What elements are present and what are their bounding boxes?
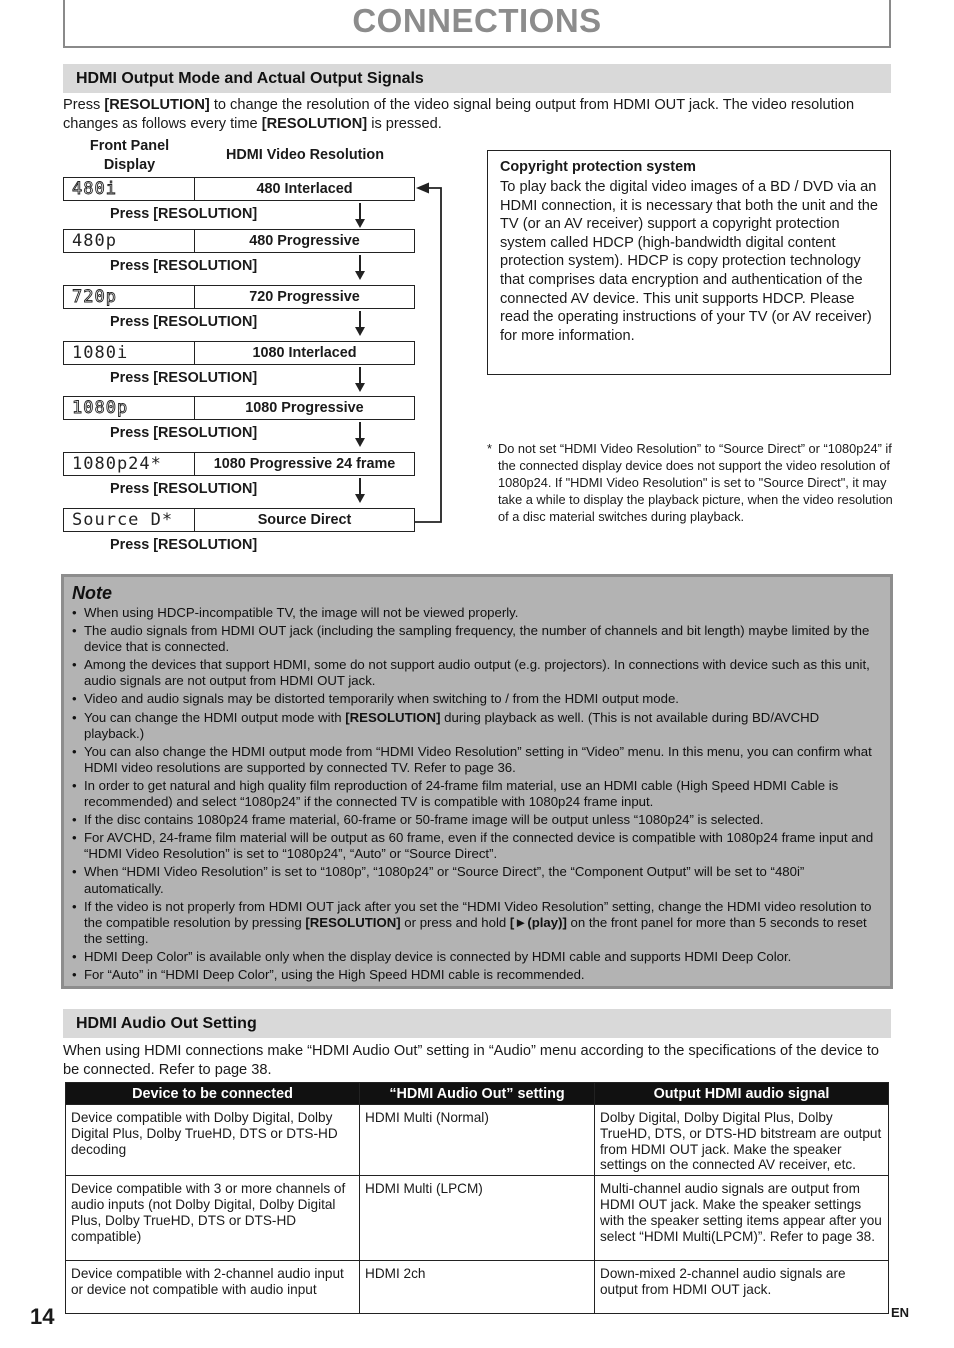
note-list (72, 605, 882, 983)
resolution-label: 1080 Progressive (245, 400, 364, 416)
note-text-run: For “Auto” in “HDMI Deep Color”, using the High Speed HDMI cable is recommended. (84, 966, 585, 982)
press-resolution-label: Press [RESOLUTION] (110, 481, 258, 497)
note-item (72, 864, 882, 896)
note-text-run: HDMI Deep Color” is available only when the display device is connected by HDMI cable and supports HDMI Deep Color. (84, 948, 792, 964)
note-item (72, 605, 882, 621)
down-arrow-icon (353, 478, 367, 504)
table-cell-setting: HDMI Multi (Normal) (360, 1105, 595, 1176)
note-item (72, 623, 882, 655)
note-item (72, 949, 882, 965)
note-item (72, 830, 882, 862)
resolution-row (63, 396, 415, 420)
table-row (66, 1261, 889, 1314)
note-item (72, 710, 882, 742)
table-cell-output: Down-mixed 2-channel audio signals are output from HDMI OUT jack. (595, 1261, 889, 1314)
copyright-title: Copyright protection system (500, 159, 696, 175)
intro-text-run: Press (63, 97, 105, 113)
page-number: 14 (30, 1304, 55, 1329)
note-text-run: [►(play)] (509, 914, 567, 930)
note-item (72, 778, 882, 810)
table-header-output: Output HDMI audio signal (595, 1083, 889, 1105)
section-heading-hdmi-output-mode: HDMI Output Mode and Actual Output Signals (63, 64, 891, 93)
section1-intro (63, 96, 893, 134)
note-text-run: during playback as well. (This is not available during BD/AVCHD playback.) (84, 709, 820, 741)
note-text-run: or press and hold (400, 914, 510, 930)
section2-intro: When using HDMI connections make “HDMI Audio Out” setting in “Audio” menu according to the specifications of the device to be connected. Refer to page 38. (63, 1043, 880, 1078)
table-row (66, 1105, 889, 1176)
front-panel-display: 1080p24* (64, 453, 195, 475)
front-panel-display: 720p (64, 286, 195, 308)
language-label: EN (891, 1305, 910, 1320)
footnote-marker: * (487, 441, 492, 456)
down-arrow-icon (353, 311, 367, 337)
resolution-row (63, 508, 415, 532)
note-text-run: The audio signals from HDMI OUT jack (including the sampling frequency, the number of channels and bit length) maybe limited by the device that is connected. (84, 623, 870, 655)
table-cell-device: Device compatible with Dolby Digital, Dolby Digital Plus, Dolby TrueHD, DTS or DTS-HD decoding (66, 1105, 360, 1176)
down-arrow-icon (353, 255, 367, 281)
table-cell-setting: HDMI Multi (LPCM) (360, 1176, 595, 1261)
footnote-text: Do not set “HDMI Video Resolution” to “Source Direct” or “1080p24” if the connected display device does not support the video resolution of 1080p24. If "HDMI Video Resolution" is set to "Source Direct", it may take a while to display the playback picture, when the video resolution of a disc material switches during playback. (498, 441, 893, 524)
down-arrow-icon (353, 367, 367, 393)
front-panel-display: 480i (64, 178, 195, 200)
intro-text-run: [RESOLUTION] (261, 116, 368, 132)
table-cell-output: Dolby Digital, Dolby Digital Plus, Dolby TrueHD, DTS, or DTS-HD bitstream are output from HDMI OUT jack. Make the speaker settings on the connected AV receiver, etc. (595, 1105, 889, 1176)
table-header-setting: “HDMI Audio Out” setting (360, 1083, 595, 1105)
note-text-run: You can change the HDMI output mode with (84, 709, 346, 725)
intro-text-run: is pressed. (367, 116, 442, 132)
press-resolution-label: Press [RESOLUTION] (110, 206, 258, 222)
hdmi-audio-out-table (65, 1082, 889, 1314)
note-text-run: Video and audio signals may be distorted temporarily when switching to / from the HDMI output mode. (84, 691, 679, 707)
table-row (66, 1176, 889, 1261)
copyright-protection-box (487, 150, 891, 375)
note-text-run: When “HDMI Video Resolution” is set to “1080p”, “1080p24” or “Source Direct”, the “Component Output” will be set to “480i” automatically. (84, 864, 805, 896)
col-header-hdmi-video-resolution: HDMI Video Resolution (225, 147, 385, 163)
section-heading-hdmi-audio-out: HDMI Audio Out Setting (63, 1009, 891, 1038)
note-box (61, 574, 893, 989)
intro-text-run: to change the resolution of the video signal being output from HDMI OUT jack. The video resolution changes as follows every time (63, 97, 855, 132)
note-text-run: Among the devices that support HDMI, some do not support audio output (e.g. projectors). In connections with device such as this unit, audio signals are not output from HDMI OUT jack. (84, 657, 870, 689)
down-arrow-icon (353, 203, 367, 229)
resolution-row (63, 229, 415, 253)
resolution-label: 720 Progressive (249, 289, 360, 305)
loop-back-arrow (412, 178, 444, 526)
col-header-front-panel-display: Front Panel Display (89, 138, 170, 173)
note-text-run: on the front panel for more than 5 seconds to reset the setting. (84, 914, 867, 946)
table-cell-output: Multi-channel audio signals are output from HDMI OUT jack. Make the speaker settings with the speaker setting items appear after you select “HDMI Multi(LPCM)”. Refer to page 38. (595, 1176, 889, 1261)
note-text-run: You can also change the HDMI output mode from “HDMI Video Resolution” setting in “Video” menu. In this menu, you can confirm what HDMI video resolutions are supported by connected TV. Refer to page 36. (84, 743, 872, 775)
note-item (72, 899, 882, 947)
resolution-row (63, 341, 415, 365)
resolution-label: 1080 Progressive 24 frame (213, 456, 396, 472)
resolution-label: 1080 Interlaced (252, 345, 357, 361)
resolution-row (63, 285, 415, 309)
page-title: CONNECTIONS (352, 2, 602, 39)
front-panel-display: 1080i (64, 342, 195, 364)
copyright-body: To play back the digital video images of a BD / DVD via an HDMI connection, it is necessary that both the unit and the TV (or an AV receiver) support a copyright protection system called HDCP (high-bandwidth digital content protection system). HDCP is copy protection technology that comprises data encryption and authentication of the connected AV device. This unit supports HDCP. Please read the operating instructions of your TV (or AV receiver) for more information. (500, 179, 879, 344)
down-arrow-icon (353, 422, 367, 448)
resolution-label: 480 Interlaced (256, 181, 353, 197)
note-text-run: If the disc contains 1080p24 frame material, 60-frame or 50-frame image will be output unless “1080p24” is selected. (84, 812, 764, 828)
note-text-run: When using HDCP-incompatible TV, the image will not be viewed properly. (84, 605, 519, 620)
press-resolution-label: Press [RESOLUTION] (110, 370, 258, 386)
table-cell-device: Device compatible with 3 or more channels of audio inputs (not Dolby Digital, Dolby Digital Plus, Dolby TrueHD, DTS or DTS-HD compatible) (66, 1176, 360, 1261)
resolution-row (63, 452, 415, 476)
table-cell-device: Device compatible with 2-channel audio input or device not compatible with audio input (66, 1261, 360, 1314)
footnote (487, 440, 893, 525)
table-cell-setting: HDMI 2ch (360, 1261, 595, 1314)
note-title: Note (72, 583, 112, 603)
press-resolution-label: Press [RESOLUTION] (110, 258, 258, 274)
resolution-label: Source Direct (257, 512, 352, 528)
note-item (72, 744, 882, 776)
table-header-row (66, 1083, 889, 1105)
front-panel-display: Source D* (64, 509, 195, 531)
note-text-run: [RESOLUTION] (345, 709, 441, 725)
note-item (72, 967, 882, 983)
press-resolution-label: Press [RESOLUTION] (110, 537, 258, 553)
resolution-row (63, 177, 415, 201)
note-item (72, 812, 882, 828)
page-title-box (63, 0, 891, 48)
note-text-run: If the video is not properly from HDMI OUT jack after you set the “HDMI Video Resolution” setting, change the HDMI video resolution to the compatible resolution by pressing (84, 898, 872, 930)
note-text-run: In order to get natural and high quality film reproduction of 24-frame film material, use an HDMI cable (High Speed HDMI Cable is recommended) and select “1080p24” if the connected TV is compatible with 1080p24 frame input. (84, 777, 839, 810)
note-item (72, 691, 882, 707)
press-resolution-label: Press [RESOLUTION] (110, 425, 258, 441)
note-item (72, 657, 882, 689)
table-header-device: Device to be connected (66, 1083, 360, 1105)
press-resolution-label: Press [RESOLUTION] (110, 314, 258, 330)
front-panel-display: 1080p (64, 397, 195, 419)
note-text-run: [RESOLUTION] (305, 914, 401, 930)
front-panel-display: 480p (64, 230, 195, 252)
note-text-run: For AVCHD, 24-frame film material will be output as 60 frame, even if the connected device is compatible with 1080p24 frame input and “HDMI Video Resolution” is set to “1080p24”, “Auto” or “Source Direct”. (84, 830, 874, 862)
resolution-label: 480 Progressive (249, 233, 360, 249)
intro-text-run: [RESOLUTION] (104, 97, 210, 113)
